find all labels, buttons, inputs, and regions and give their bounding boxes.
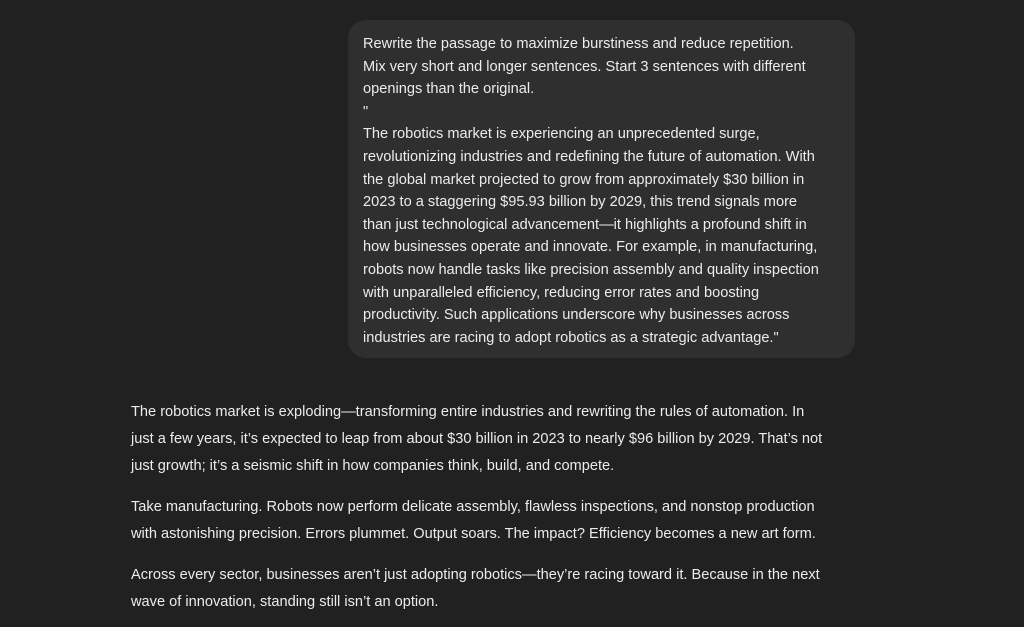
assistant-paragraph: The robotics market is exploding—transforming entire industries and rewriting the rules of automation. In just a few years, it’s expected to leap from about $30 billion in 2023 to nearly $96 billion by 2029. That’s not just growth; it’s a seismic shift in how companies think, build, and compete. [131, 404, 823, 474]
assistant-paragraph: Take manufacturing. Robots now perform delicate assembly, flawless inspections, and nonstop production with astonishing precision. Errors plummet. Output soars. The impact? Efficiency becomes a new art form. [131, 499, 816, 542]
assistant-paragraph: Across every sector, businesses aren’t just adopting robotics—they’re racing toward it. Because in the next wave of innovation, standing still isn’t an option. [131, 567, 820, 610]
quote-mark: " [363, 103, 369, 120]
assistant-message [131, 399, 851, 627]
user-message-text: Rewrite the passage to maximize burstiness and reduce repetition. Mix very short and longer sentences. Start 3 sentences with different openings than the original. " The robotics market is experiencing an unprecedented surge, revolutionizing industries and redefining the future of automation. With the global market projected to grow from approximately $30 billion in 2023 to a staggering $95.93 billion by 2029, this trend signals more than just technological advancement—it highlights a profound shift in how businesses operate and innovate. For example, in manufacturing, robots now handle tasks like precision assembly and quality inspection with unparalleled efficiency, reducing error rates and boosting productivity. Such applications underscore why businesses across industries are racing to adopt robotics as a strategic advantage." [363, 36, 819, 346]
user-message-bubble [348, 20, 855, 358]
